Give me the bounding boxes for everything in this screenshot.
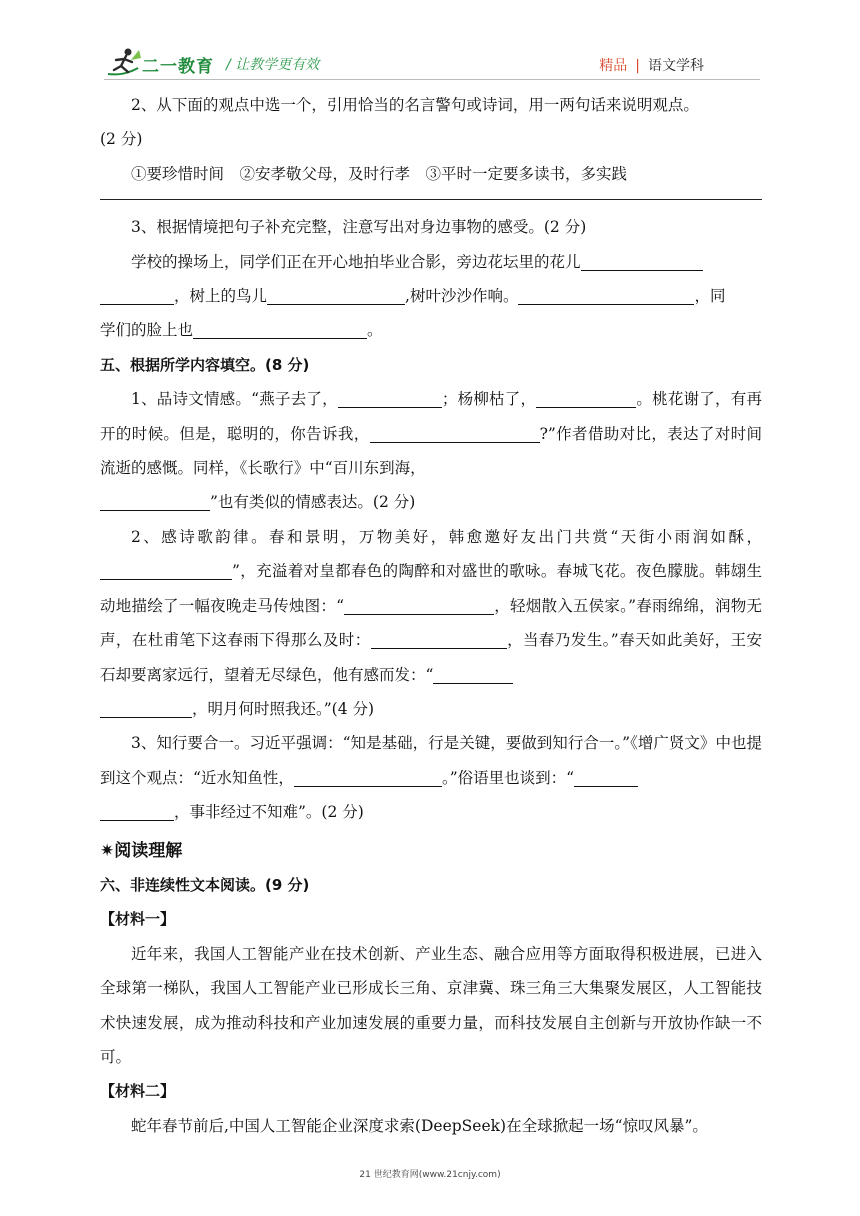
sec5-q3	[100, 726, 762, 829]
q-text: ，轻烟散入五侯家。”	[494, 596, 637, 615]
answer-blank[interactable]	[581, 248, 703, 271]
answer-blank[interactable]	[433, 661, 513, 684]
q3-text: ，树上的鸟儿	[174, 287, 268, 306]
material-1-text: 近年来，我国人工智能产业在技术创新、产业生态、融合应用等方面取得积极进展，已进入全球第一梯队，我国人工智能产业已形成长三角、京津冀、珠三角三大集聚发展区，人工智能技术快速发展，成为推动科技和产业加速发展的重要力量，而科技发展自主创新与开放协作缺一不可。	[100, 944, 762, 1066]
answer-blank[interactable]	[100, 557, 232, 580]
q-text: 。”俗语里也谈到：“	[441, 768, 575, 787]
material-2-text: 蛇年春节前后,中国人工智能企业深度求索(DeepSeek)在全球掀起一场“惊叹风暴”。	[131, 1116, 708, 1135]
q-text: ”也有类似的情感表达。(2 分)	[210, 493, 416, 512]
q-text: 春雨绵绵，润物无声，在杜甫笔下这春雨下得那么及时：	[100, 596, 762, 650]
header-divider	[104, 79, 760, 80]
q-text: ；杨柳枯了，	[441, 390, 537, 409]
reading-section-title: ✷阅读理解	[100, 840, 183, 861]
q-text: 生。”春天如此美好，王安石却要离家远行，望着无尽绿色，他有感而发：“	[100, 631, 762, 684]
answer-blank[interactable]	[574, 764, 638, 787]
q-text: ，事非经过不知难”。(2 分)	[174, 803, 364, 822]
q3-text: 学们的脸上也	[100, 321, 194, 340]
q-text: 文》中也提到这个观点：“近水知鱼性，	[100, 734, 762, 787]
q-text: ，当春乃发	[506, 631, 587, 650]
header-separator: |	[635, 58, 640, 74]
subject-label: 语文学科	[648, 58, 704, 74]
q3-text: 学校的操场上，同学们正在开心地拍毕业合影，旁边花坛里的花儿	[131, 252, 581, 271]
q-text: 有再开的时候。但是，聪明的，你告诉我，	[100, 390, 762, 443]
answer-blank[interactable]	[536, 385, 636, 408]
header-right	[599, 55, 704, 75]
q-text: 3、知行要合一。习近平强调：“知是基础，行是关键，要做到知行合一。”《增广贤	[131, 734, 685, 753]
answer-blank[interactable]	[100, 798, 174, 821]
sec5-q2	[100, 520, 762, 726]
sec5-q1	[100, 382, 762, 520]
page-footer: 21 世纪教育网(www.21cnjy.com)	[359, 1170, 501, 1180]
q-text: ”，充溢着对皇都春色的陶醉和对盛世的歌咏。春城飞花。夜色朦	[232, 562, 684, 581]
q3-line-4	[100, 313, 762, 347]
q3-text: ，同	[694, 287, 726, 306]
q2-answer-line[interactable]	[100, 199, 762, 200]
q-text: 胧。韩翃生动地描绘了一幅夜晚走马传烛图：“	[100, 562, 762, 615]
answer-blank[interactable]	[100, 695, 192, 718]
answer-blank[interactable]	[371, 626, 507, 649]
section-5-title: 五、根据所学内容填空。(8 分)	[100, 355, 310, 374]
section-6-title: 六、非连续性文本阅读。(9 分)	[100, 875, 310, 894]
logo-text: 二一教育	[142, 57, 214, 77]
q-text: 2、感诗歌韵律。春和景明，万物美好，韩愈邀好友出门共赏“天街小雨润如	[131, 527, 729, 546]
answer-blank[interactable]	[193, 316, 367, 339]
q-text: 1、品诗文情感。“燕子去了，	[131, 390, 338, 409]
q-text: 达了对时间流逝的感慨。同样，《长歌行》中“百川东到海，	[100, 424, 762, 478]
answer-blank[interactable]	[338, 385, 442, 408]
answer-blank[interactable]	[294, 764, 442, 787]
slogan: / 让教学更有效	[226, 57, 320, 73]
q2-options: ①要珍惜时间 ②安孝敬父母，及时行孝 ③平时一定要多读书，多实践	[131, 164, 628, 183]
answer-blank[interactable]	[370, 420, 540, 443]
q-text: ?”作者借助对比，表	[539, 424, 684, 443]
q3-text: 。	[367, 321, 383, 340]
q3-line-2	[100, 245, 762, 279]
q3-text: ,树叶沙沙作响。	[405, 287, 519, 306]
page-header	[0, 0, 860, 82]
q3-prompt: 3、根据情境把句子补充完整，注意写出对身边事物的感受。(2 分)	[131, 218, 587, 237]
answer-blank[interactable]	[267, 282, 405, 305]
quality-badge: 精品	[599, 58, 628, 74]
answer-blank[interactable]	[100, 282, 174, 305]
q-text: 。桃花谢了，	[636, 390, 731, 409]
q-text: 酥，	[728, 527, 762, 546]
q3-line-3	[100, 279, 762, 313]
document-body	[100, 88, 762, 1143]
answer-blank[interactable]	[344, 592, 494, 615]
material-2-label: 【材料二】	[100, 1082, 176, 1101]
q2-prompt: 2、从下面的观点中选一个，引用恰当的名言警句或诗词，用一两句话来说明观点。	[131, 96, 699, 114]
material-1-label: 【材料一】	[100, 910, 176, 929]
answer-blank[interactable]	[518, 282, 694, 305]
q-text: ，明月何时照我还。”(4 分)	[192, 699, 375, 718]
answer-blank[interactable]	[100, 488, 210, 511]
q2-points: (2 分)	[100, 130, 143, 149]
